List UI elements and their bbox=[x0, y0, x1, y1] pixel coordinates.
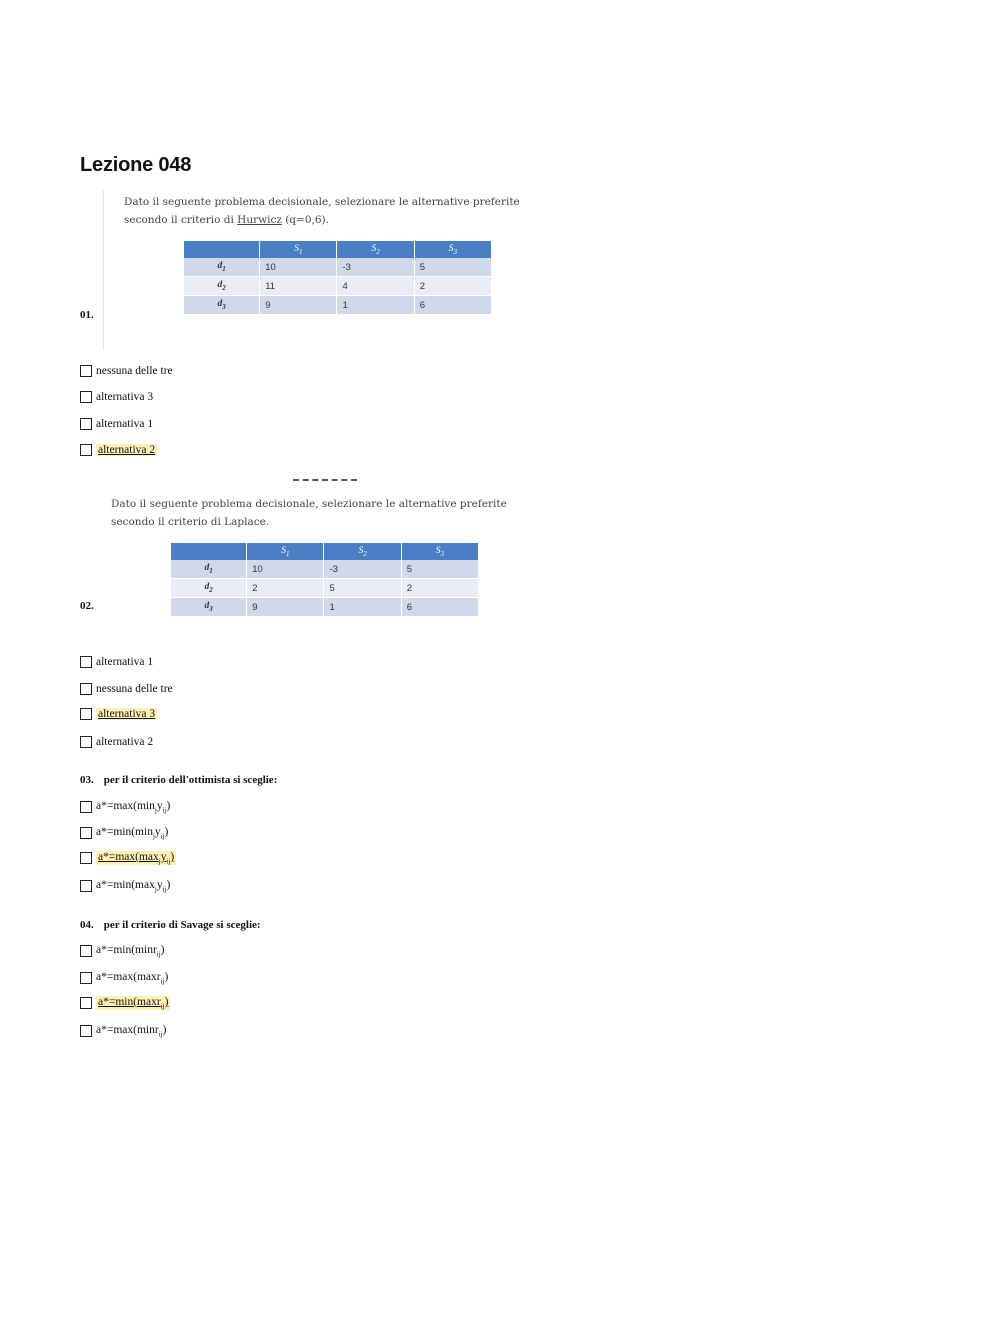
checkbox[interactable] bbox=[80, 972, 92, 984]
question-2-table bbox=[171, 543, 479, 617]
separator bbox=[293, 479, 357, 484]
table-row: $d_1$ 10 -3 5 bbox=[171, 560, 479, 579]
checkbox[interactable] bbox=[80, 852, 92, 864]
correct-answer: alternativa 2 bbox=[98, 444, 156, 456]
table-header-cell bbox=[184, 241, 260, 258]
q4-option-2[interactable] bbox=[80, 970, 168, 986]
option-text: a*=max(maxr$_{ij}$) bbox=[96, 970, 169, 986]
table-header-s1: $S_1$ bbox=[260, 241, 337, 258]
checkbox[interactable] bbox=[80, 444, 92, 456]
checkbox[interactable] bbox=[80, 683, 92, 695]
table-header-cell bbox=[171, 543, 247, 560]
checkbox[interactable] bbox=[80, 880, 92, 892]
q1-option-3[interactable]: alternativa 1 bbox=[80, 416, 153, 432]
q4-option-4[interactable] bbox=[80, 1023, 166, 1039]
question-1-table bbox=[184, 241, 492, 315]
table-row: $d_3$ 9 1 6 bbox=[171, 598, 479, 617]
q2-option-3[interactable] bbox=[80, 706, 157, 722]
question-3: 03. per il criterio dell'ottimista si sceglie: bbox=[80, 774, 278, 786]
q1-option-1[interactable]: nessuna delle tre bbox=[80, 363, 173, 379]
q3-option-2[interactable] bbox=[80, 825, 168, 841]
question-image-border bbox=[103, 190, 104, 350]
checkbox[interactable] bbox=[80, 391, 92, 403]
correct-answer: alternativa 3 bbox=[98, 708, 156, 720]
q4-option-1[interactable] bbox=[80, 943, 165, 959]
page-title: Lezione 048 bbox=[80, 154, 192, 176]
checkbox[interactable] bbox=[80, 418, 92, 430]
option-text: $a*=\min(\min_jy_{ij})$ bbox=[96, 825, 169, 841]
checkbox[interactable] bbox=[80, 736, 92, 748]
checkbox[interactable] bbox=[80, 1025, 92, 1037]
table-row: $d_1$ 10 -3 5 bbox=[184, 258, 492, 277]
checkbox[interactable] bbox=[80, 708, 92, 720]
q1-option-4[interactable] bbox=[80, 442, 157, 458]
question-4: 04. per il criterio di Savage si sceglie: bbox=[80, 919, 261, 931]
q2-option-1[interactable]: alternativa 1 bbox=[80, 654, 153, 670]
option-text: $a*=\min(\max_jy_{ij})$ bbox=[96, 878, 171, 894]
checkbox[interactable] bbox=[80, 801, 92, 813]
table-header-s2: $S_2$ bbox=[337, 241, 414, 258]
table-row: $d_2$ 11 4 2 bbox=[184, 277, 492, 296]
correct-answer: $a*=\max(\max_jy_{ij})$ bbox=[98, 850, 175, 866]
q3-option-4[interactable] bbox=[80, 878, 170, 894]
correct-answer: a*=min(maxr$_{ij}$) bbox=[98, 995, 169, 1011]
question-2-number: 02. bbox=[80, 600, 94, 612]
q2-option-4[interactable]: alternativa 2 bbox=[80, 734, 153, 750]
checkbox[interactable] bbox=[80, 997, 92, 1009]
checkbox[interactable] bbox=[80, 827, 92, 839]
table-header-s2: $S_2$ bbox=[324, 543, 401, 560]
q3-option-1[interactable] bbox=[80, 799, 170, 815]
q3-option-3[interactable] bbox=[80, 850, 176, 866]
table-header-s3: $S_3$ bbox=[414, 241, 491, 258]
table-header-s3: $S_3$ bbox=[401, 543, 478, 560]
checkbox[interactable] bbox=[80, 945, 92, 957]
question-1-text: Dato il seguente problema decisionale, selezionare le alternative preferite secondo il criterio di Hurwicz (q=0,6). bbox=[124, 196, 520, 226]
checkbox[interactable] bbox=[80, 656, 92, 668]
option-text: a*=min(minr$_{ij}$) bbox=[96, 943, 165, 959]
q2-option-2[interactable]: nessuna delle tre bbox=[80, 681, 173, 697]
question-1-number: 01. bbox=[80, 309, 94, 321]
option-text: $a*=\max(\min_jy_{ij})$ bbox=[96, 799, 171, 815]
checkbox[interactable] bbox=[80, 365, 92, 377]
question-2-text: Dato il seguente problema decisionale, selezionare le alternative preferite secondo il criterio di Laplace. bbox=[111, 498, 507, 528]
table-row: $d_2$ 2 5 2 bbox=[171, 579, 479, 598]
q4-option-3[interactable] bbox=[80, 995, 170, 1011]
table-row: $d_3$ 9 1 6 bbox=[184, 296, 492, 315]
option-text: a*=max(minr$_{ij}$) bbox=[96, 1023, 167, 1039]
table-header-s1: $S_1$ bbox=[247, 543, 324, 560]
q1-option-2[interactable]: alternativa 3 bbox=[80, 389, 153, 405]
